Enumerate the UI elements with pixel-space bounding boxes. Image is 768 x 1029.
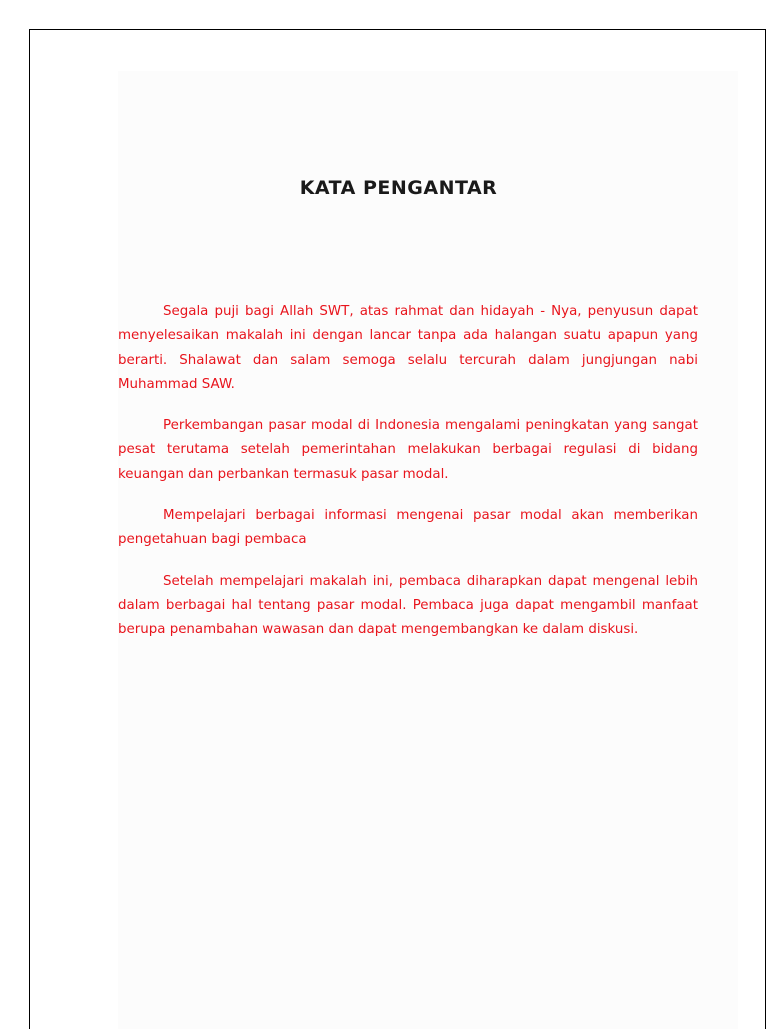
paragraph-4: Setelah mempelajari makalah ini, pembaca diharapkan dapat mengenal lebih dalam berbagai hal tentang pasar modal. Pembaca juga dapat mengambil manfaat berupa penambahan wawasan dan dapat mengembangkan ke dalam diskusi. (118, 573, 698, 638)
paragraph-3: Mempelajari berbagai informasi mengenai pasar modal akan memberikan pengetahuan bagi pembaca (118, 508, 698, 548)
body-text (118, 300, 698, 660)
paragraph-1: Segala puji bagi Allah SWT, atas rahmat dan hidayah - Nya, penyusun dapat menyelesaikan makalah ini dengan lancar tanpa ada halangan suatu apapun yang berarti. Shalawat dan salam semoga selalu tercurah dalam jungjungan nabi Muhammad SAW. (118, 304, 698, 392)
paragraph-2: Perkembangan pasar modal di Indonesia mengalami peningkatan yang sangat pesat terutama setelah pemerintahan melakukan berbagai regulasi di bidang keuangan dan perbankan termasuk pasar modal. (118, 418, 698, 482)
document-page (29, 29, 766, 1029)
page-title: KATA PENGANTAR (299, 177, 498, 199)
